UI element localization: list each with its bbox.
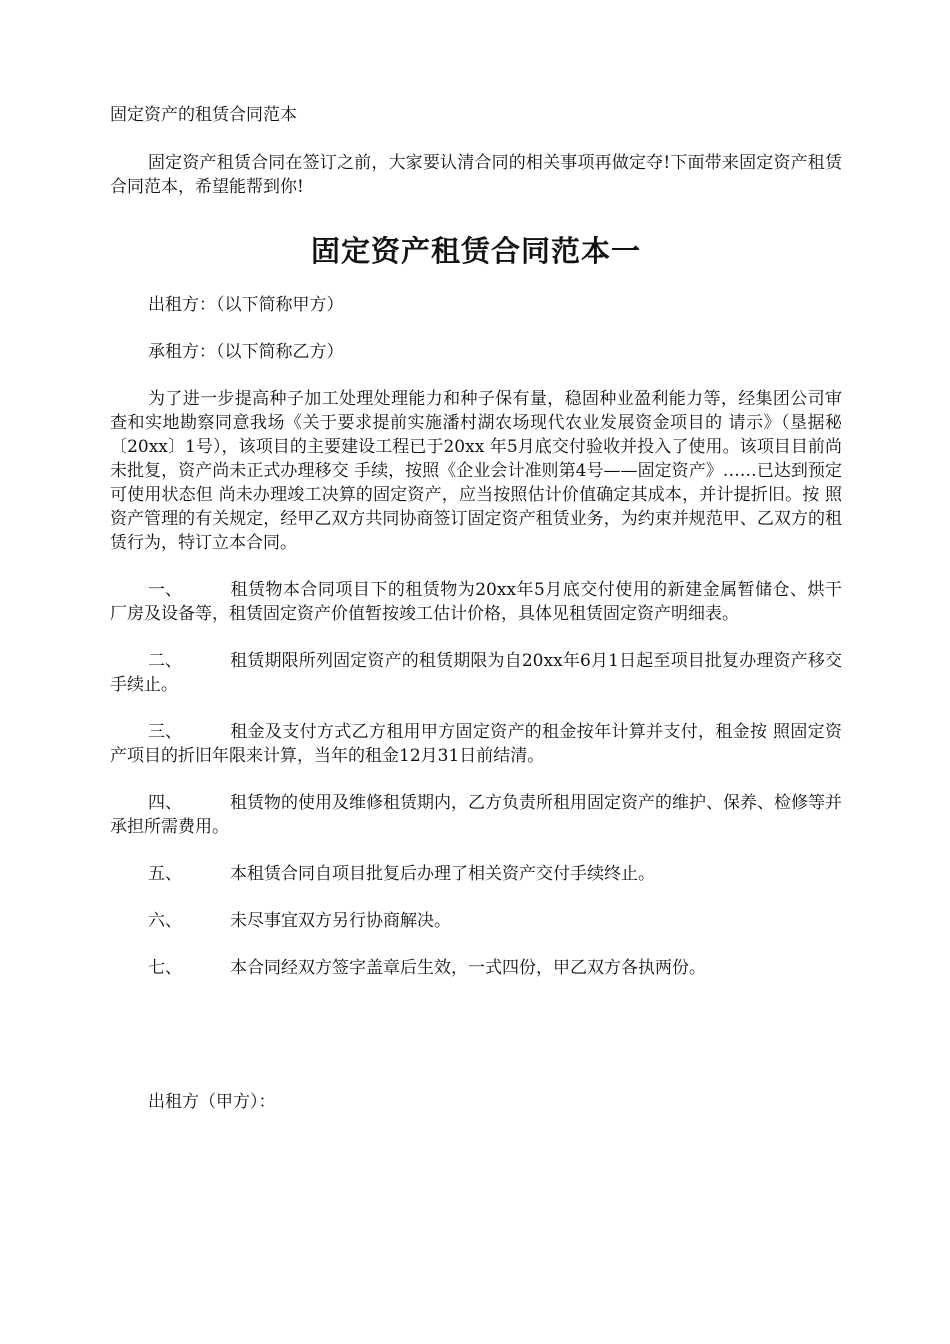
clause-text: 租赁期限所列固定资产的租赁期限为自20xx年6月1日起至项目批复办理资产移交手续止。 — [110, 651, 842, 695]
clause-number: 二、 — [148, 651, 182, 671]
clause-number: 五、 — [148, 864, 182, 884]
clause-1 — [110, 578, 842, 626]
clause-3 — [110, 720, 842, 768]
clause-number: 四、 — [148, 793, 182, 813]
clause-6 — [110, 909, 842, 933]
document-title: 固定资产的租赁合同范本 — [110, 105, 297, 125]
clause-number: 七、 — [148, 958, 182, 978]
clause-text: 租赁物本合同项目下的租赁物为20xx年5月底交付使用的新建金属暂储仓、烘干厂房及设备等，租赁固定资产价值暂按竣工估计价格，具体见租赁固定资产明细表。 — [110, 580, 842, 624]
clause-text: 本合同经双方签字盖章后生效，一式四份，甲乙双方各执两份。 — [230, 958, 706, 978]
clause-number: 三、 — [148, 722, 182, 742]
clause-number: 六、 — [148, 911, 182, 931]
clause-number: 一、 — [148, 580, 182, 600]
preamble-paragraph: 为了进一步提高种子加工处理处理能力和种子保有量，稳固种业盈利能力等，经集团公司审查和实地勘察同意我场《关于要求提前实施潘村湖农场现代农业发展资金项目的 请示》（垦据秘〔20xx〕1号），该项目的主要建设工程已于20xx 年5月底交付验收并投入了使用。该项目目前尚未批复，资产尚未正式办理移交 手续，按照《企业会计准则第4号——固定资产》……已达到预定可使用状态但 尚未办理竣工决算的固定资产，应当按照估计价值确定其成本，并计提折旧。按 照资产管理的有关规定，经甲乙双方共同协商签订固定资产租赁业务，为约束并规范甲、乙双方的租赁行为，特订立本合同。 — [110, 389, 842, 553]
clause-text: 未尽事宜双方另行协商解决。 — [230, 911, 451, 931]
clause-text: 本租赁合同自项目批复后办理了相关资产交付手续终止。 — [230, 864, 655, 884]
intro-paragraph: 固定资产租赁合同在签订之前，大家要认清合同的相关事项再做定夺!下面带来固定资产租赁合同范本，希望能帮到你! — [110, 153, 842, 197]
clause-text: 租赁物的使用及维修租赁期内，乙方负责所租用固定资产的维护、保养、检修等并承担所需费用。 — [110, 793, 842, 837]
signature-lessor: 出租方（甲方）： — [148, 1092, 276, 1112]
clause-4 — [110, 791, 842, 839]
lessor-line: 出租方：（以下简称甲方） — [148, 295, 344, 315]
section-heading: 固定资产租赁合同范本一 — [310, 234, 641, 268]
lessee-line: 承租方：（以下简称乙方） — [148, 342, 344, 362]
clause-text: 租金及支付方式乙方租用甲方固定资产的租金按年计算并支付，租金按 照固定资产项目的折旧年限来计算，当年的租金12月31日前结清。 — [110, 722, 842, 766]
clause-7 — [110, 956, 842, 980]
clause-5 — [110, 862, 842, 886]
clause-2 — [110, 649, 842, 697]
document-content — [110, 103, 842, 1131]
